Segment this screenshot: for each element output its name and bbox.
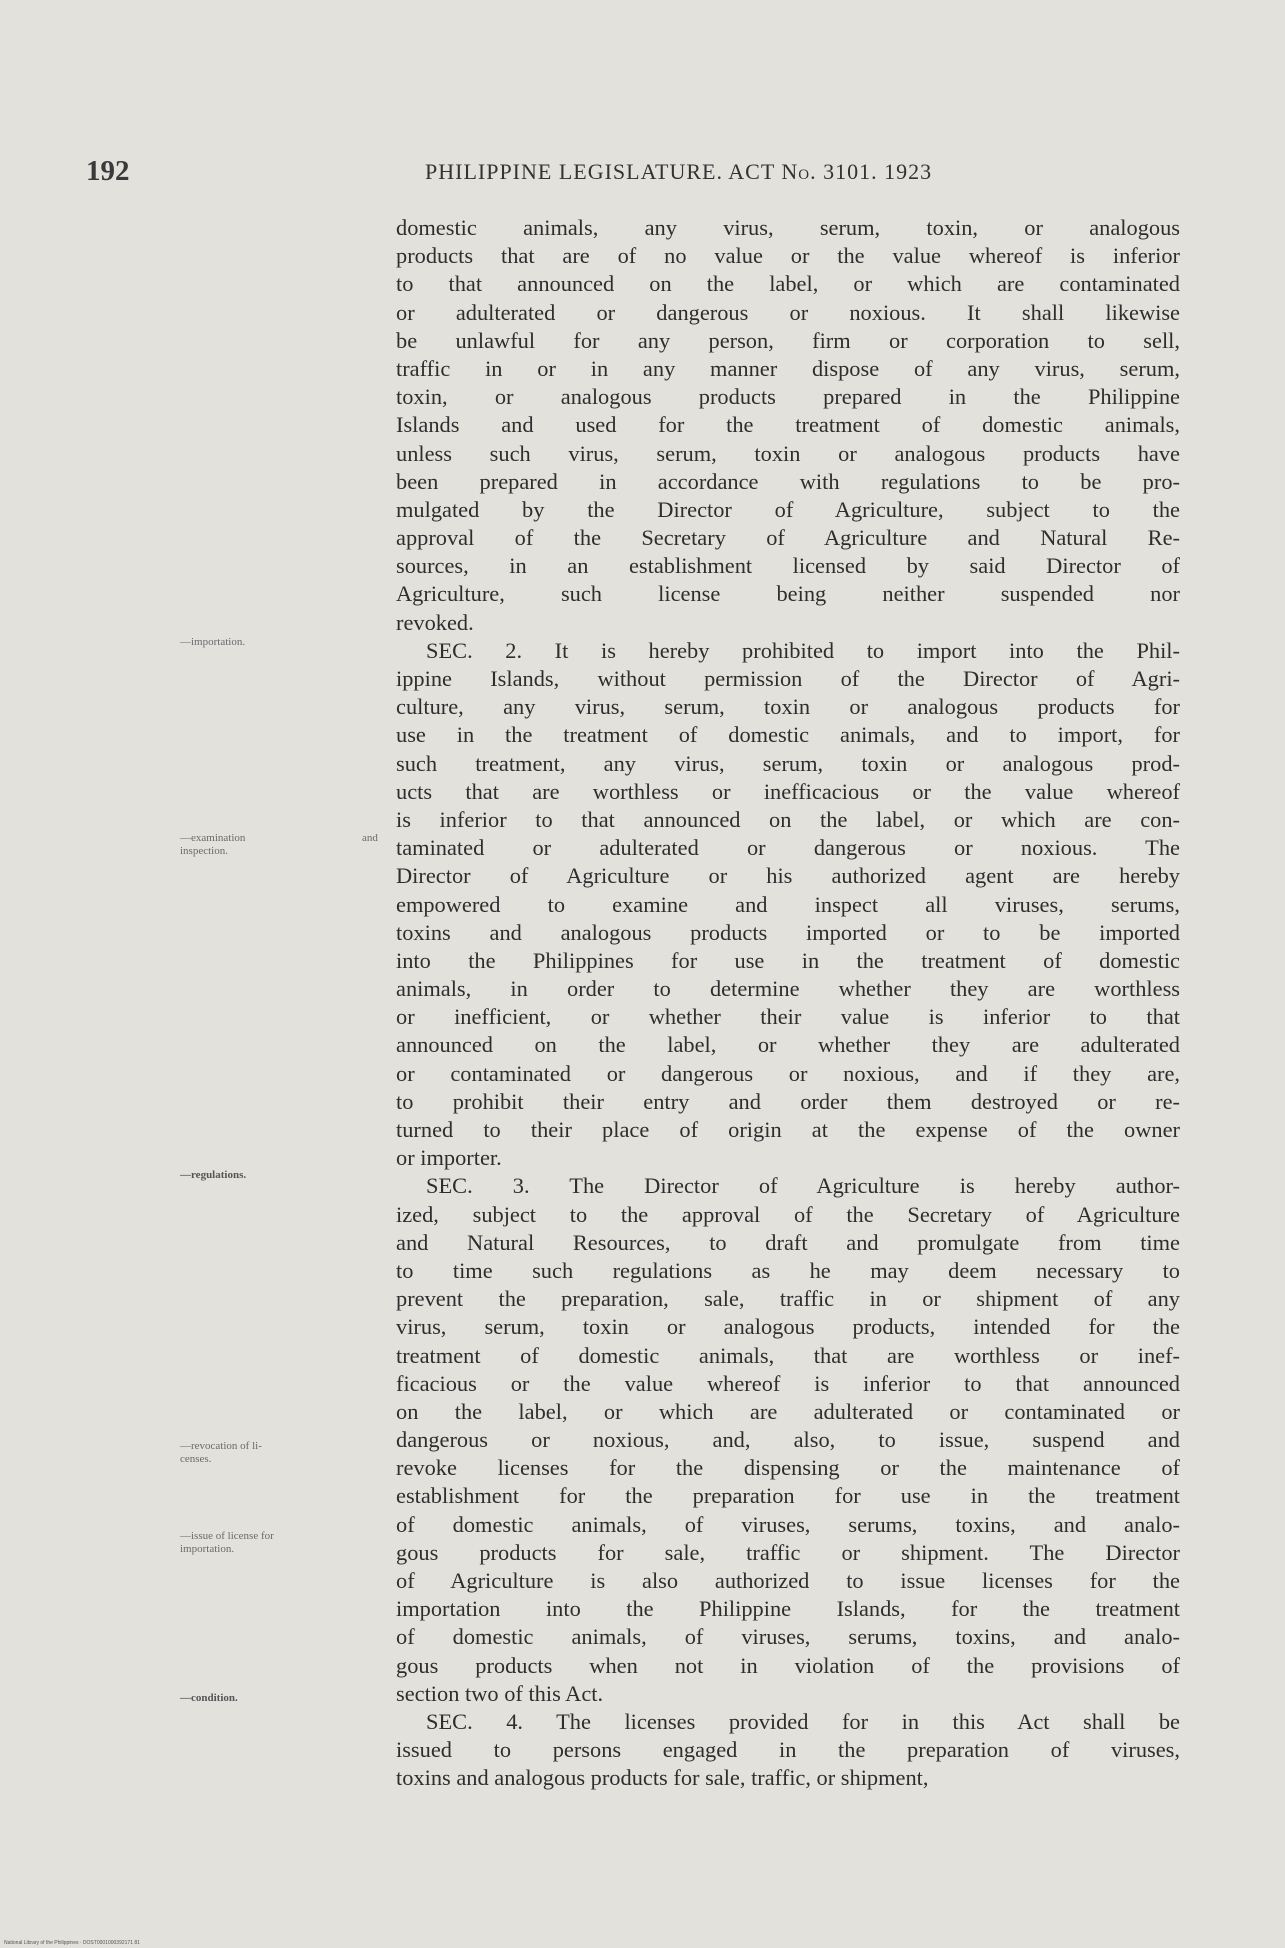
- text-line: ippine Islands, without permission of the Director of Agri-: [396, 666, 1180, 691]
- text-line: animals, in order to determine whether they are worthless: [396, 976, 1180, 1002]
- text-line: of domestic animals, of viruses, serums, toxins, and analo-: [396, 1624, 1180, 1650]
- side-note-examination: —examination: [180, 832, 246, 844]
- text-line: Director of Agriculture or his authorized agent are hereby: [396, 863, 1180, 889]
- text-line: Islands and used for the treatment of domestic animals,: [396, 412, 1180, 438]
- text-line: dangerous or noxious, and, also, to issue, suspend and: [396, 1427, 1180, 1453]
- text-line: unless such virus, serum, toxin or analogous products have: [396, 440, 1180, 466]
- text-line: SEC. 4. The licenses provided for in this Act shall be: [426, 1708, 1180, 1734]
- text-line: be unlawful for any person, firm or corporation to sell,: [396, 327, 1180, 353]
- text-line: or inefficient, or whether their value is inferior to that: [396, 1004, 1180, 1030]
- text-line: ucts that are worthless or inefficacious or the value whereof: [396, 778, 1180, 804]
- text-line: virus, serum, toxin or analogous products, intended for the: [396, 1314, 1180, 1340]
- text-line: treatment of domestic animals, that are worthless or inef-: [396, 1342, 1180, 1368]
- text-line: approval of the Secretary of Agriculture and Natural Re-: [396, 525, 1180, 551]
- text-line: turned to their place of origin at the expense of the owner: [396, 1117, 1180, 1142]
- side-note-examination-tail: and: [362, 832, 378, 844]
- text-line: prevent the preparation, sale, traffic in or shipment of any: [396, 1286, 1180, 1312]
- text-line: section two of this Act.: [396, 1680, 604, 1706]
- text-line: or contaminated or dangerous or noxious, and if they are,: [396, 1060, 1180, 1086]
- text-line: announced on the label, or whether they are adulterated: [396, 1032, 1180, 1058]
- text-line: gous products when not in violation of the provisions of: [396, 1652, 1180, 1678]
- text-line: toxins and analogous products imported or to be imported: [396, 919, 1180, 945]
- text-line: of Agriculture is also authorized to issue licenses for the: [396, 1568, 1180, 1593]
- text-line: revoked.: [396, 609, 474, 635]
- side-note-importation: —importation.: [180, 636, 246, 648]
- text-line: to that announced on the label, or which are contaminated: [396, 271, 1180, 297]
- text-line: importation into the Philippine Islands, for the treatment: [396, 1596, 1180, 1622]
- text-line: been prepared in accordance with regulations to be pro-: [396, 468, 1180, 494]
- footer-credit: National Library of the Philippines · DOST0001000392171 81: [4, 1940, 140, 1946]
- text-line: and Natural Resources, to draft and promulgate from time: [396, 1229, 1180, 1255]
- text-line: toxin, or analogous products prepared in the Philippine: [396, 384, 1180, 410]
- side-note-revocation: —revocation of li-: [180, 1440, 262, 1452]
- text-line: gous products for sale, traffic or shipment. The Director: [396, 1539, 1180, 1565]
- side-note-inspection: inspection.: [180, 845, 228, 857]
- text-line: traffic in or in any manner dispose of any virus, serum,: [396, 355, 1180, 381]
- side-note-regulations: —regulations.: [180, 1169, 247, 1181]
- text-line: culture, any virus, serum, toxin or analogous products for: [396, 694, 1180, 720]
- page-number: 192: [86, 155, 130, 187]
- running-head: PHILIPPINE LEGISLATURE. ACT No. 3101. 1923: [425, 159, 933, 184]
- text-line: SEC. 2. It is hereby prohibited to import into the Phil-: [426, 637, 1180, 663]
- text-line: to prohibit their entry and order them destroyed or re-: [396, 1088, 1180, 1114]
- text-line: Agriculture, such license being neither suspended nor: [396, 581, 1180, 607]
- text-line: on the label, or which are adulterated or contaminated or: [396, 1398, 1180, 1424]
- text-line: sources, in an establishment licensed by said Director of: [396, 553, 1180, 579]
- text-line: of domestic animals, of viruses, serums, toxins, and analo-: [396, 1511, 1180, 1537]
- text-line: into the Philippines for use in the treatment of domestic: [396, 947, 1180, 973]
- text-line: ized, subject to the approval of the Secretary of Agriculture: [396, 1201, 1180, 1227]
- text-line: taminated or adulterated or dangerous or noxious. The: [396, 835, 1180, 861]
- side-note-revocation-cont: censes.: [180, 1453, 212, 1465]
- text-line: empowered to examine and inspect all viruses, serums,: [396, 891, 1180, 917]
- side-note-issue-license: —issue of license for: [180, 1530, 274, 1542]
- text-line: or importer.: [396, 1145, 502, 1171]
- page-header: [0, 155, 1285, 195]
- text-line: or adulterated or dangerous or noxious. It shall likewise: [396, 299, 1180, 325]
- text-line: to time such regulations as he may deem necessary to: [396, 1257, 1180, 1283]
- text-line: establishment for the preparation for use in the treatment: [396, 1483, 1180, 1509]
- text-line: is inferior to that announced on the label, or which are con-: [396, 806, 1180, 832]
- text-line: toxins and analogous products for sale, traffic, or shipment,: [396, 1765, 929, 1791]
- text-line: mulgated by the Director of Agriculture, subject to the: [396, 496, 1180, 522]
- text-line: domestic animals, any virus, serum, toxin, or analogous: [396, 215, 1180, 240]
- side-note-condition: —condition.: [180, 1692, 238, 1704]
- text-line: issued to persons engaged in the preparation of viruses,: [396, 1737, 1180, 1763]
- text-line: revoke licenses for the dispensing or the maintenance of: [396, 1455, 1180, 1481]
- text-line: ficacious or the value whereof is inferior to that announced: [396, 1370, 1180, 1396]
- text-line: such treatment, any virus, serum, toxin or analogous prod-: [396, 750, 1180, 776]
- body-text: [396, 214, 1180, 1793]
- side-note-issue-license-cont: importation.: [180, 1543, 235, 1555]
- text-line: use in the treatment of domestic animals, and to import, for: [396, 722, 1180, 748]
- text-line: products that are of no value or the value whereof is inferior: [396, 243, 1180, 269]
- text-line: SEC. 3. The Director of Agriculture is hereby author-: [426, 1173, 1180, 1199]
